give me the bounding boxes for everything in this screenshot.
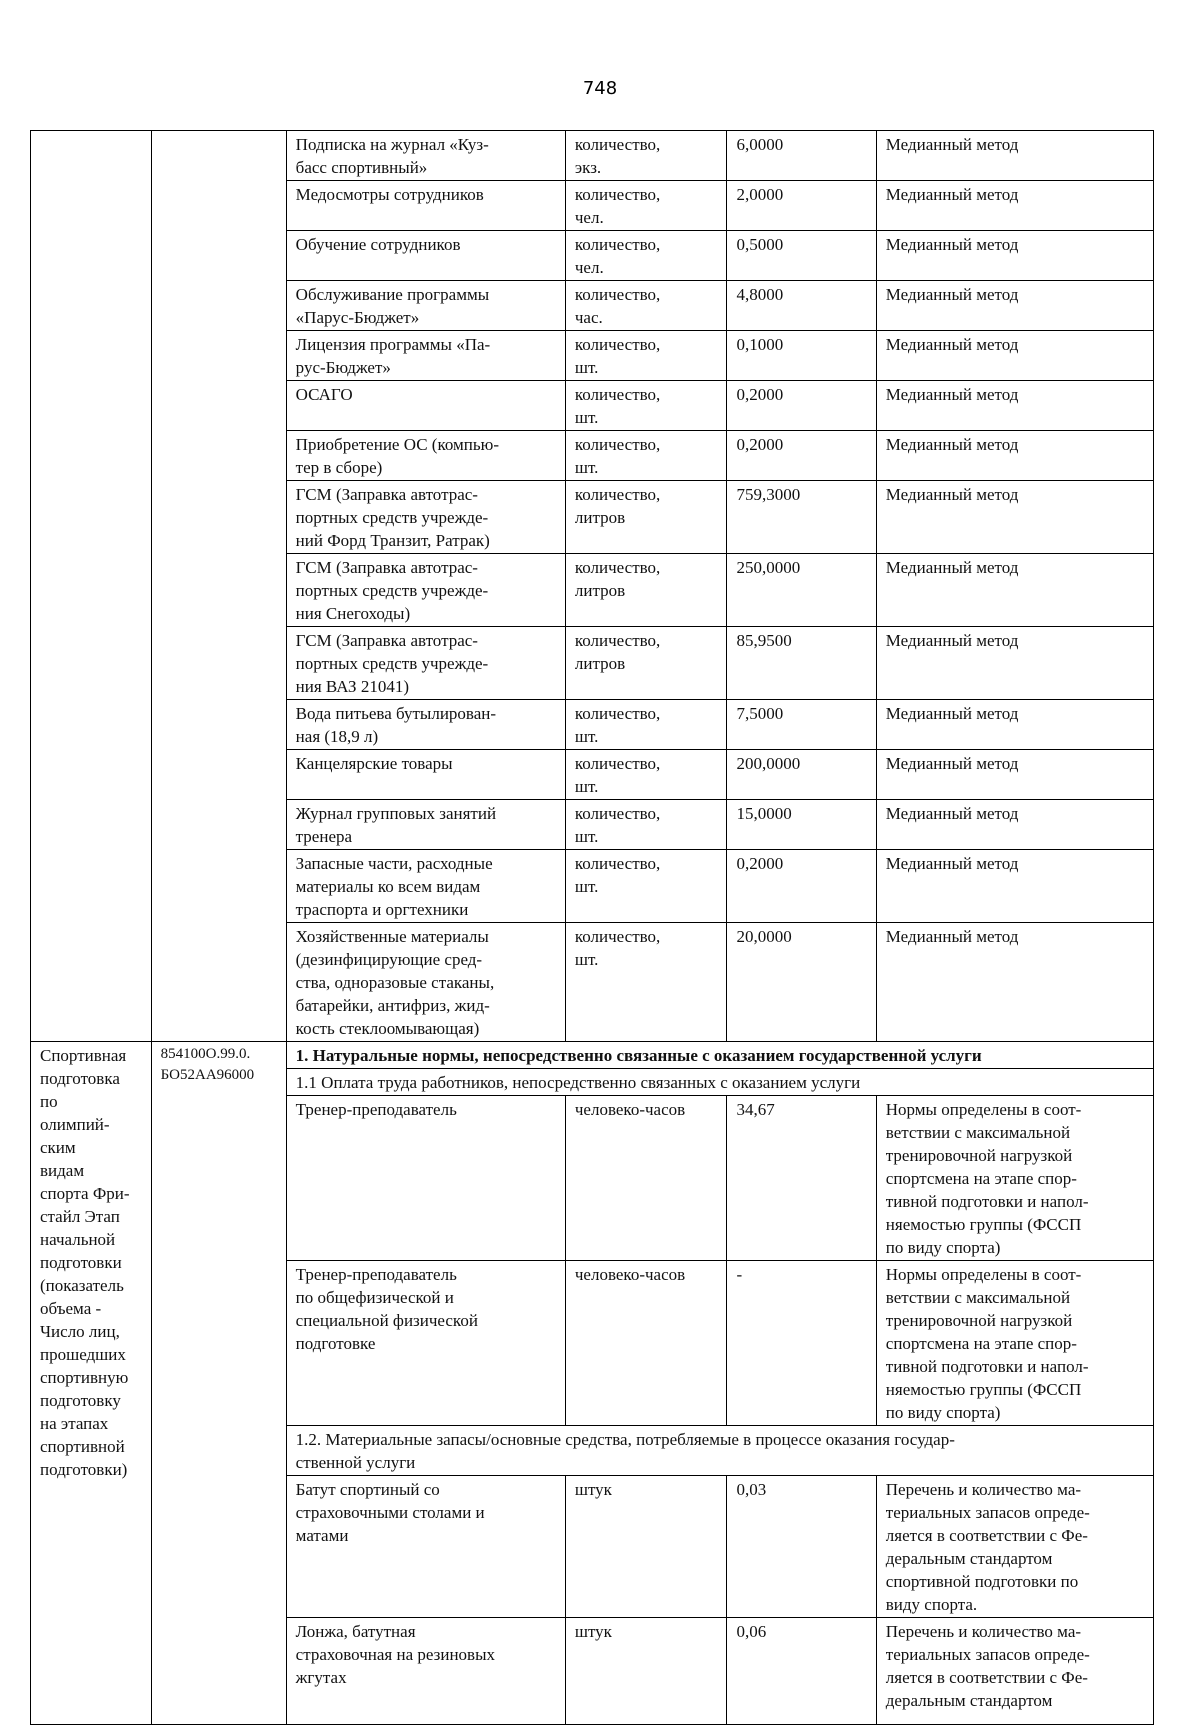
cell-unit: количество, шт. (565, 923, 727, 1042)
cell-unit: количество, литров (565, 481, 727, 554)
cell-value: 2,0000 (727, 181, 876, 231)
cell-method: Медианный метод (876, 627, 1153, 700)
service-code-cell: 854100О.99.0. БО52АА96000 (151, 1042, 286, 1725)
cell-value: 4,8000 (727, 281, 876, 331)
cell-unit: количество, экз. (565, 131, 727, 181)
cell-item: Запасные части, расходные материалы ко всем видам траспорта и оргтехники (286, 850, 565, 923)
cell-value: 0,1000 (727, 331, 876, 381)
cell-method: Медианный метод (876, 431, 1153, 481)
cell-item: Журнал групповых занятий тренера (286, 800, 565, 850)
cell-item: Батут спортиный со страховочными столами и матами (286, 1476, 565, 1618)
cell-item: Подписка на журнал «Куз- басс спортивный» (286, 131, 565, 181)
cell-method: Нормы определены в соот- ветствии с максимальной тренировочной нагрузкой спортсмена на этапе спор- тивной подготовки и напол- няемостью группы (ФССП по виду спорта) (876, 1096, 1153, 1261)
cell-unit: человеко-часов (565, 1096, 727, 1261)
section-heading-1-1: 1.1 Оплата труда работников, непосредственно связанных с оказанием услуги (286, 1069, 1153, 1096)
cell-item: Вода питьева бутылирован- ная (18,9 л) (286, 700, 565, 750)
cell-method: Медианный метод (876, 131, 1153, 181)
cell-item: Лонжа, батутная страховочная на резиновых жгутах (286, 1618, 565, 1725)
cell-unit: количество, шт. (565, 850, 727, 923)
cell-method: Медианный метод (876, 850, 1153, 923)
cell-item: Обслуживание программы «Парус-Бюджет» (286, 281, 565, 331)
cell-value: 0,2000 (727, 381, 876, 431)
cell-method: Медианный метод (876, 700, 1153, 750)
cell-item: ГСМ (Заправка автотрас- портных средств учрежде- ния Снегоходы) (286, 554, 565, 627)
cell-item: Хозяйственные материалы (дезинфицирующие сред- ства, одноразовые стаканы, батарейки, антифриз, жид- кость стеклоомывающая) (286, 923, 565, 1042)
cell-method: Медианный метод (876, 281, 1153, 331)
cell-item: ГСМ (Заправка автотрас- портных средств учрежде- ния ВАЗ 21041) (286, 627, 565, 700)
cell-unit: количество, литров (565, 627, 727, 700)
cell-unit: количество, час. (565, 281, 727, 331)
cell-value: 85,9500 (727, 627, 876, 700)
cell-method: Нормы определены в соот- ветствии с максимальной тренировочной нагрузкой спортсмена на этапе спор- тивной подготовки и напол- няемостью группы (ФССП по виду спорта) (876, 1261, 1153, 1426)
section-heading-1: 1. Натуральные нормы, непосредственно связанные с оказанием государственной услуги (286, 1042, 1153, 1069)
cell-method: Медианный метод (876, 331, 1153, 381)
cell-item: Приобретение ОС (компью- тер в сборе) (286, 431, 565, 481)
cell-unit: штук (565, 1618, 727, 1725)
empty-code-cell (151, 131, 286, 1042)
cell-item: Тренер-преподаватель по общефизической и специальной физической подготовке (286, 1261, 565, 1426)
empty-service-cell (31, 131, 152, 1042)
cell-item: Тренер-преподаватель (286, 1096, 565, 1261)
cell-method: Медианный метод (876, 800, 1153, 850)
cell-unit: количество, чел. (565, 181, 727, 231)
cell-value: 0,03 (727, 1476, 876, 1618)
cell-value: - (727, 1261, 876, 1426)
service-name-cell: Спортивная подготовка по олимпий- ским видам спорта Фри- стайл Этап начальной подготовки (показатель объема - Число лиц, прошедших спортивную подготовку на этапах спортивной подготовки) (31, 1042, 152, 1725)
cell-value: 0,2000 (727, 431, 876, 481)
cell-unit: штук (565, 1476, 727, 1618)
cell-value: 0,2000 (727, 850, 876, 923)
cell-method: Перечень и количество ма- териальных запасов опреде- ляется в соответствии с Фе- деральным стандартом спортивной подготовки по виду спорта. (876, 1476, 1153, 1618)
cell-value: 250,0000 (727, 554, 876, 627)
cell-item: Лицензия программы «Па- рус-Бюджет» (286, 331, 565, 381)
cell-item: Канцелярские товары (286, 750, 565, 800)
cell-method: Медианный метод (876, 481, 1153, 554)
cell-unit: количество, литров (565, 554, 727, 627)
table-row (31, 131, 1154, 181)
cell-method: Медианный метод (876, 381, 1153, 431)
cell-method: Медианный метод (876, 750, 1153, 800)
cell-value: 20,0000 (727, 923, 876, 1042)
cell-value: 0,5000 (727, 231, 876, 281)
cell-unit: человеко-часов (565, 1261, 727, 1426)
cell-unit: количество, шт. (565, 750, 727, 800)
cell-unit: количество, шт. (565, 381, 727, 431)
cell-item: Обучение сотрудников (286, 231, 565, 281)
cell-method: Перечень и количество ма- териальных запасов опреде- ляется в соответствии с Фе- деральным стандартом (876, 1618, 1153, 1725)
cell-unit: количество, шт. (565, 700, 727, 750)
cell-item: ОСАГО (286, 381, 565, 431)
section-heading-1-2: 1.2. Материальные запасы/основные средства, потребляемые в процессе оказания государ- ственной услуги (286, 1426, 1153, 1476)
table-body-top (31, 131, 1154, 1042)
cell-value: 200,0000 (727, 750, 876, 800)
norms-table (30, 130, 1154, 1725)
cell-method: Медианный метод (876, 923, 1153, 1042)
cell-value: 15,0000 (727, 800, 876, 850)
cell-unit: количество, шт. (565, 800, 727, 850)
cell-unit: количество, шт. (565, 331, 727, 381)
cell-value: 6,0000 (727, 131, 876, 181)
table-row (31, 1042, 1154, 1069)
cell-value: 759,3000 (727, 481, 876, 554)
table-body-service (31, 1042, 1154, 1725)
cell-value: 0,06 (727, 1618, 876, 1725)
cell-value: 34,67 (727, 1096, 876, 1261)
page-number: 748 (582, 78, 618, 99)
cell-unit: количество, чел. (565, 231, 727, 281)
cell-item: Медосмотры сотрудников (286, 181, 565, 231)
cell-method: Медианный метод (876, 554, 1153, 627)
cell-unit: количество, шт. (565, 431, 727, 481)
cell-item: ГСМ (Заправка автотрас- портных средств учрежде- ний Форд Транзит, Ратрак) (286, 481, 565, 554)
cell-method: Медианный метод (876, 181, 1153, 231)
cell-value: 7,5000 (727, 700, 876, 750)
cell-method: Медианный метод (876, 231, 1153, 281)
